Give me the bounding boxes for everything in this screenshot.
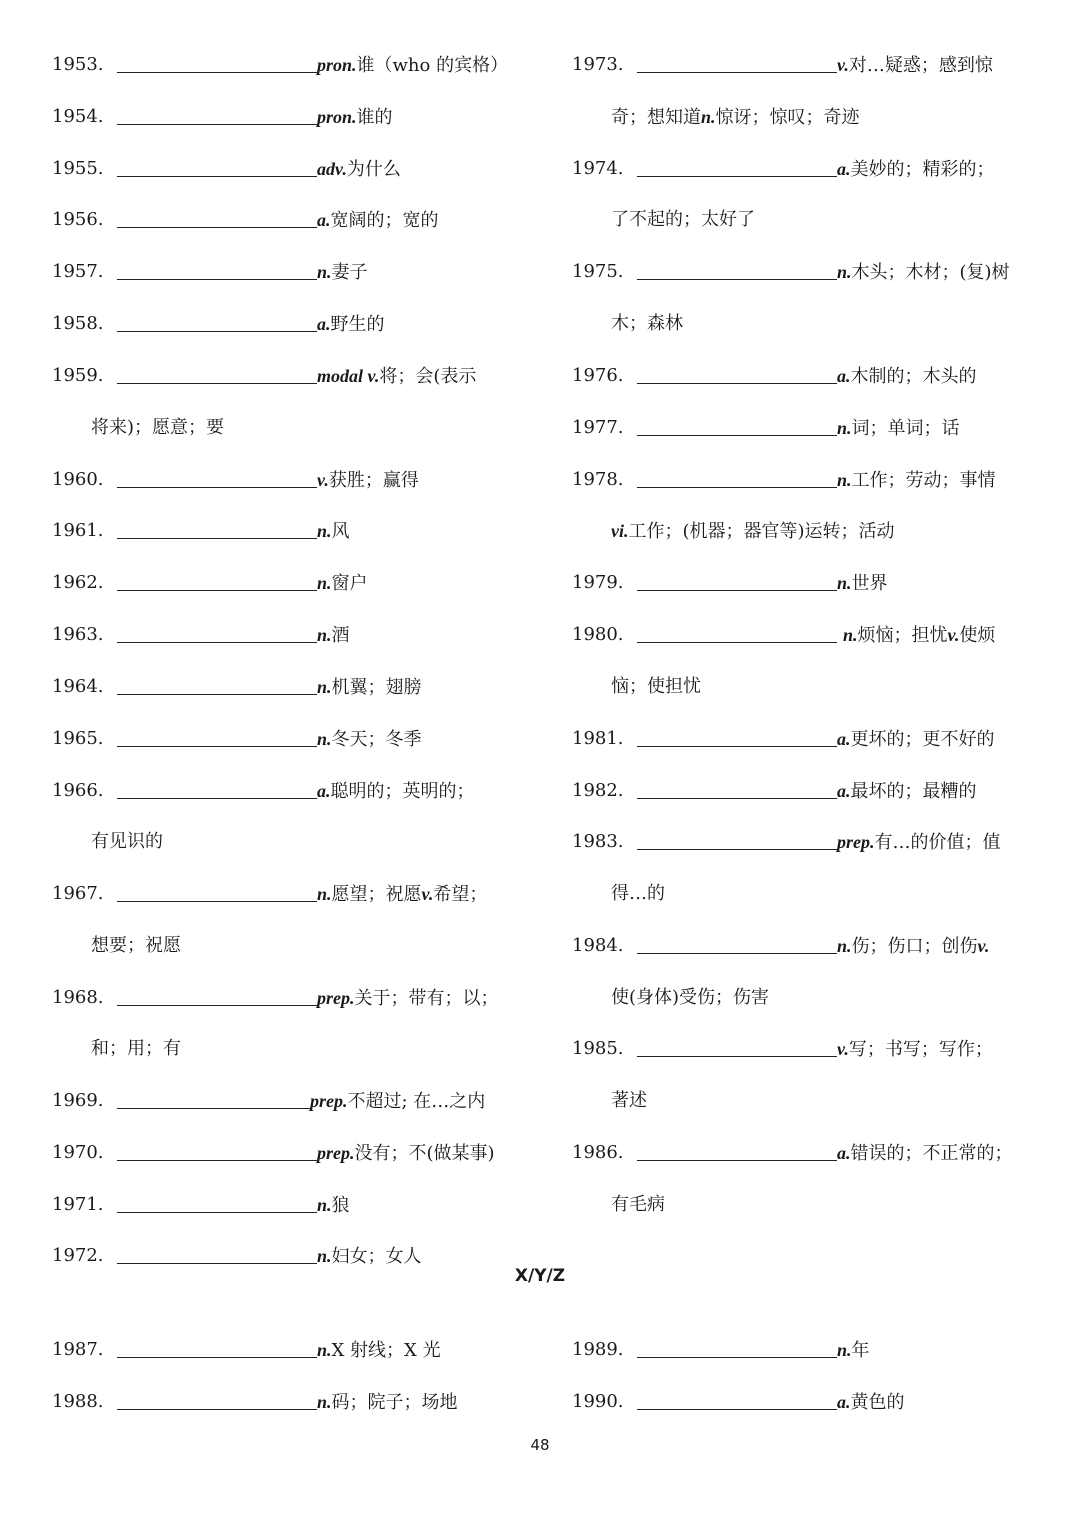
meaning-2: 使烦 [959,625,996,646]
entry-definition [317,205,439,236]
answer-blank[interactable] [117,1263,317,1264]
answer-blank[interactable] [637,953,837,954]
meaning: 写；书写；写作； [848,1039,993,1060]
entry-number: 1983. [572,831,624,852]
answer-blank[interactable] [117,590,317,591]
entry-definition [317,672,422,703]
part-of-speech: n. [317,729,332,749]
answer-blank[interactable] [637,590,837,591]
entry-number: 1974. [572,158,624,179]
entry-number: 1978. [572,469,624,490]
part-of-speech: n. [317,1340,332,1360]
entry-definition [317,983,499,1014]
entry-definition [837,154,995,185]
part-of-speech: a. [837,366,851,386]
entry-1978-continuation [611,516,895,546]
entry-1983-continuation: 得…的 [611,883,665,904]
part-of-speech: n. [317,1392,332,1412]
meaning: 伤；伤口；创伤 [851,936,978,957]
meaning: 烦恼；担忧 [857,625,948,646]
entry-number: 1955. [52,158,104,179]
entry-definition [837,1034,993,1065]
entry-number: 1964. [52,676,104,697]
answer-blank[interactable] [117,176,317,177]
meaning: 不超过; 在…之内 [347,1091,486,1112]
entry-number: 1954. [52,106,104,127]
answer-blank[interactable] [637,1056,837,1057]
entry-number: 1961. [52,520,104,541]
entry-definition [837,568,888,599]
entry-number: 1990. [572,1391,624,1412]
answer-blank[interactable] [117,1212,317,1213]
part-of-speech: a. [837,1392,851,1412]
answer-blank[interactable] [637,487,837,488]
entry-definition [317,1138,495,1169]
part-of-speech: n. [317,884,332,904]
part-of-speech: a. [837,729,851,749]
entry-definition [837,361,977,392]
answer-blank[interactable] [117,746,317,747]
part-of-speech: prep. [310,1091,348,1111]
meaning: 野生的 [330,314,385,335]
entry-number: 1976. [572,365,624,386]
entry-number: 1972. [52,1245,104,1266]
entry-definition [837,1387,905,1418]
meaning: 狼 [331,1195,350,1216]
meaning: 美妙的；精彩的； [850,159,995,180]
entry-number: 1962. [52,572,104,593]
answer-blank[interactable] [637,1409,837,1410]
entry-number: 1953. [52,54,104,75]
entry-number: 1986. [572,1142,624,1163]
entry-1959-continuation: 将来)；愿意；要 [91,417,225,438]
entry-number: 1967. [52,883,104,904]
meaning: 将；会(表示 [379,366,477,387]
entry-1980-continuation: 恼；使担忧 [611,676,701,697]
entry-number: 1982. [572,780,624,801]
part-of-speech: n. [317,262,332,282]
entry-definition [317,776,475,807]
entry-number: 1965. [52,728,104,749]
meaning: 木头；木材；(复)树 [851,262,1010,283]
answer-blank[interactable] [117,642,317,643]
entry-definition [317,1335,441,1366]
part-of-speech: prep. [317,988,355,1008]
entry-definition [837,827,1001,858]
entry-number: 1969. [52,1090,104,1111]
part-of-speech: n. [843,625,858,645]
meaning: 没有；不(做某事) [354,1143,495,1164]
entry-definition [837,257,1010,288]
entry-definition [317,724,422,755]
entry-number: 1966. [52,780,104,801]
meaning: 工作；劳动；事情 [851,470,996,491]
answer-blank[interactable] [117,798,317,799]
meaning: 风 [331,521,350,542]
entry-definition [317,879,487,910]
meaning: 窗户 [331,573,368,594]
continuation-text: 工作；(机器；器官等)运转；活动 [628,521,895,542]
entry-definition [317,102,393,133]
answer-blank[interactable] [637,435,837,436]
meaning: 码；院子；场地 [331,1392,458,1413]
part-of-speech: adv. [317,159,347,179]
part-of-speech: n. [837,573,852,593]
answer-blank[interactable] [117,383,317,384]
meaning: 愿望；祝愿 [331,884,422,905]
entry-number: 1988. [52,1391,104,1412]
meaning: 宽阔的；宽的 [330,210,439,231]
answer-blank[interactable] [117,331,317,332]
entry-number: 1977. [572,417,624,438]
entry-definition [317,620,350,651]
entry-number: 1975. [572,261,624,282]
continuation-text-2: 惊讶；惊叹；奇迹 [715,107,860,128]
entry-definition [837,776,977,807]
part-of-speech: n. [317,1246,332,1266]
entry-number: 1971. [52,1194,104,1215]
part-of-speech: prep. [837,832,875,852]
entry-definition [317,465,419,496]
part-of-speech: a. [317,781,331,801]
meaning: 谁（who 的宾格） [356,55,509,76]
part-of-speech: v. [837,55,849,75]
entry-definition [837,931,989,962]
meaning: 机翼；翅膀 [331,677,422,698]
entry-definition [837,1335,870,1366]
entry-number: 1973. [572,54,624,75]
part-of-speech: a. [837,159,851,179]
entry-definition [317,50,508,81]
entry-definition [837,465,996,496]
part-of-speech-2: n. [701,107,716,127]
meaning: 对…疑惑；感到惊 [848,55,993,76]
part-of-speech: pron. [317,107,357,127]
answer-blank[interactable] [637,279,837,280]
entry-number: 1960. [52,469,104,490]
entry-1974-continuation: 了不起的；太好了 [611,209,755,230]
entry-definition [837,724,995,755]
answer-blank[interactable] [637,1357,837,1358]
meaning: 获胜；赢得 [328,470,419,491]
part-of-speech: modal v. [317,366,380,386]
answer-blank[interactable] [117,72,317,73]
meaning: 词；单词；话 [851,418,960,439]
meaning: 为什么 [346,159,401,180]
part-of-speech: n. [317,1195,332,1215]
answer-blank[interactable] [117,1357,317,1358]
answer-blank[interactable] [117,124,317,125]
entry-definition [317,568,368,599]
answer-blank[interactable] [637,746,837,747]
entry-number: 1989. [572,1339,624,1360]
entry-1966-continuation: 有见识的 [91,831,163,852]
meaning: 聪明的；英明的； [330,781,475,802]
meaning-2: 希望； [433,884,488,905]
entry-number: 1958. [52,313,104,334]
answer-blank[interactable] [117,1160,317,1161]
answer-blank[interactable] [637,849,837,850]
part-of-speech: prep. [317,1143,355,1163]
entry-definition [317,154,401,185]
entry-1975-continuation: 木；森林 [611,313,683,334]
entry-definition [317,1190,350,1221]
entry-number: 1956. [52,209,104,230]
entry-definition [837,413,960,444]
answer-blank[interactable] [117,227,317,228]
answer-blank[interactable] [117,1409,317,1410]
answer-blank[interactable] [117,538,317,539]
part-of-speech: n. [837,470,852,490]
answer-blank[interactable] [637,176,837,177]
answer-blank[interactable] [117,694,317,695]
answer-blank[interactable] [117,1005,317,1006]
meaning: 有…的价值；值 [874,832,1001,853]
entry-number: 1970. [52,1142,104,1163]
entry-number: 1981. [572,728,624,749]
meaning: X 射线；X 光 [331,1340,441,1361]
entry-definition [317,361,476,392]
entry-definition [317,516,350,547]
entry-definition [837,1138,1013,1169]
entry-definition [317,257,368,288]
part-of-speech: a. [317,314,331,334]
part-of-speech: v. [317,470,329,490]
part-of-speech-2: v. [977,936,990,956]
entry-definition [310,1086,485,1117]
meaning: 更坏的；更不好的 [850,729,995,750]
entry-number: 1963. [52,624,104,645]
answer-blank[interactable] [117,279,317,280]
meaning: 黄色的 [850,1392,905,1413]
answer-blank[interactable] [637,642,837,643]
entry-number: 1959. [52,365,104,386]
answer-blank[interactable] [637,72,837,73]
part-of-speech: a. [837,781,851,801]
page-number: 48 [530,1436,550,1454]
entry-number: 1984. [572,935,624,956]
answer-blank[interactable] [637,1160,837,1161]
entry-1967-continuation: 想要；祝愿 [91,935,181,956]
meaning: 年 [851,1340,870,1361]
entry-definition [317,309,385,340]
entry-definition [317,1387,458,1418]
part-of-speech: n. [837,936,852,956]
entry-1984-continuation: 使(身体)受伤；伤害 [611,987,770,1008]
meaning: 妻子 [331,262,368,283]
part-of-speech-2: vi. [611,521,629,541]
part-of-speech: a. [837,1143,851,1163]
continuation-text: 奇；想知道 [611,107,701,128]
entry-number: 1968. [52,987,104,1008]
part-of-speech: pron. [317,55,357,75]
section-heading: X/Y/Z [514,1266,566,1286]
meaning: 关于；带有；以； [354,988,499,1009]
meaning: 世界 [851,573,888,594]
answer-blank[interactable] [117,1108,310,1109]
entry-1985-continuation: 著述 [611,1090,647,1111]
part-of-speech: a. [317,210,331,230]
meaning: 最坏的；最糟的 [850,781,977,802]
answer-blank[interactable] [117,487,317,488]
part-of-speech: n. [837,262,852,282]
part-of-speech: n. [317,521,332,541]
entry-1986-continuation: 有毛病 [611,1194,665,1215]
part-of-speech: n. [837,418,852,438]
meaning: 错误的；不正常的； [850,1143,1013,1164]
entry-number: 1980. [572,624,624,645]
entry-number: 1979. [572,572,624,593]
meaning: 冬天；冬季 [331,729,422,750]
entry-1968-continuation: 和；用；有 [91,1038,181,1059]
entry-definition [837,50,993,81]
meaning: 妇女；女人 [331,1246,422,1267]
answer-blank[interactable] [637,383,837,384]
answer-blank[interactable] [117,901,317,902]
part-of-speech-2: v. [947,625,960,645]
part-of-speech: n. [317,625,332,645]
part-of-speech: n. [317,677,332,697]
answer-blank[interactable] [637,798,837,799]
meaning: 木制的；木头的 [850,366,977,387]
entry-1973-continuation [611,102,860,132]
meaning: 谁的 [356,107,393,128]
meaning: 酒 [331,625,350,646]
part-of-speech: n. [317,573,332,593]
entry-number: 1987. [52,1339,104,1360]
entry-number: 1985. [572,1038,624,1059]
entry-number: 1957. [52,261,104,282]
part-of-speech: n. [837,1340,852,1360]
part-of-speech-2: v. [421,884,434,904]
entry-definition [843,620,995,651]
part-of-speech: v. [837,1039,849,1059]
